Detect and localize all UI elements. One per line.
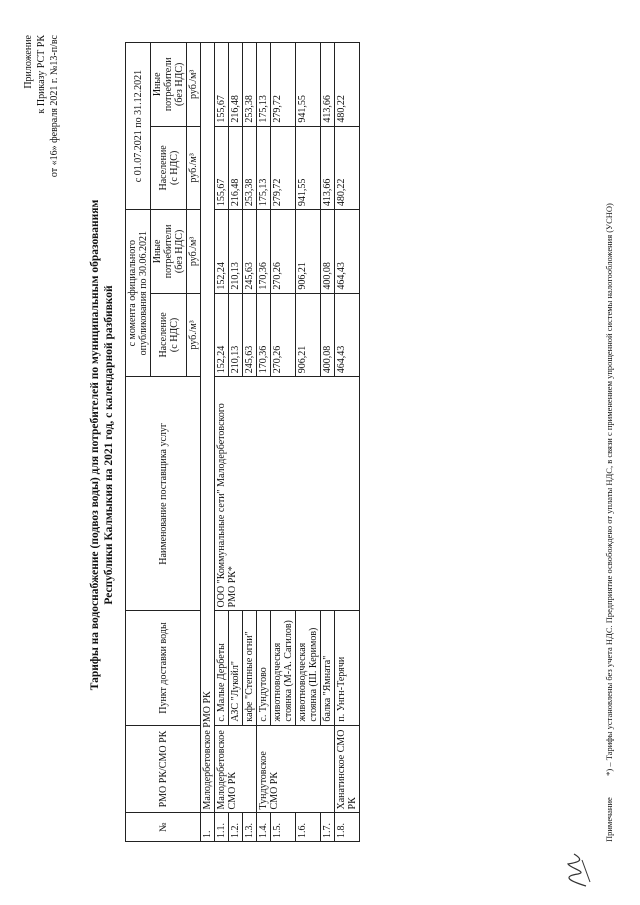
cell-point: животноводческая стоянка (Ш. Керимов) <box>296 611 321 725</box>
appendix-line-2: к Приказу РСТ РК <box>36 35 47 114</box>
cell-supplier: ООО "Коммунальные сети" Малодербетовского РМО РК* <box>215 377 360 611</box>
cell-value: 175,13 <box>257 43 271 127</box>
table-header-row <box>126 43 151 842</box>
col-header-rmo: РМО РК/СМО РК <box>126 725 201 813</box>
cell-value: 413,66 <box>321 43 335 127</box>
subheader-other: Иные потребители (без НДС) <box>151 210 187 294</box>
handwritten-signature <box>560 850 594 890</box>
cell-value: 464,43 <box>335 210 360 294</box>
title-line-1: Тарифы на водоснабжение (подвоз воды) для потребителей по муниципальным образованиям <box>89 199 101 691</box>
title-line-2: Республики Калмыкия на 2021 год, с календарной разбивкой <box>103 285 115 605</box>
cell-value: 480,22 <box>335 43 360 127</box>
cell-point: АЗС "Лукойл" <box>229 611 243 725</box>
cell-value: 216,48 <box>229 126 243 210</box>
cell-num: 1.8. <box>335 813 360 842</box>
table-row <box>215 43 229 842</box>
subheader-other: Иные потребители (без НДС) <box>151 43 187 127</box>
cell-point: с. Тундутово <box>257 611 271 725</box>
cell-value: 210,13 <box>229 293 243 377</box>
cell-num: 1.4. <box>257 813 271 842</box>
cell-num: 1.7. <box>321 813 335 842</box>
cell-smo: Малодербетовское СМО РК <box>215 725 257 813</box>
col-header-num: № <box>126 813 201 842</box>
cell-value: 152,24 <box>215 293 229 377</box>
cell-value: 155,67 <box>215 126 229 210</box>
cell-value: 155,67 <box>215 43 229 127</box>
cell-value: 400,08 <box>321 293 335 377</box>
cell-value: 175,13 <box>257 126 271 210</box>
col-header-point: Пункт доставки воды <box>126 611 201 725</box>
cell-num: 1.5. <box>271 813 296 842</box>
unit-cell: руб./м³ <box>187 293 201 377</box>
cell-value: 245,63 <box>243 293 257 377</box>
cell-point: п. Унгн-Терячи <box>335 611 360 725</box>
cell-num: 1.3. <box>243 813 257 842</box>
cell-value: 906,21 <box>296 210 321 294</box>
cell-value: 253,38 <box>243 126 257 210</box>
cell-value: 941,55 <box>296 43 321 127</box>
unit-cell: руб./м³ <box>187 126 201 210</box>
cell-num: 1.6. <box>296 813 321 842</box>
appendix-line-3: от «16» февраля 2021 г. №13-п/вс <box>49 35 60 178</box>
appendix-line-1: Приложение <box>23 35 34 89</box>
col-header-period-2: с 01.07.2021 по 31.12.2021 <box>126 43 151 210</box>
cell-value: 170,36 <box>257 210 271 294</box>
cell-value: 216,48 <box>229 43 243 127</box>
cell-smo: Ханатинское СМО РК <box>335 725 360 813</box>
cell-value: 400,08 <box>321 210 335 294</box>
cell-value: 906,21 <box>296 293 321 377</box>
cell-point: с. Малые Дербеты <box>215 611 229 725</box>
subheader-population: Население (с НДС) <box>151 293 187 377</box>
table-group-row <box>201 43 215 842</box>
unit-cell: руб./м³ <box>187 210 201 294</box>
cell-num: 1. <box>201 813 215 842</box>
document-title <box>88 45 116 845</box>
cell-value: 210,13 <box>229 210 243 294</box>
cell-point: балка "Ямната" <box>321 611 335 725</box>
footnote <box>604 42 615 842</box>
footnote-label: Примечание <box>604 797 614 842</box>
cell-value: 270,26 <box>271 210 296 294</box>
cell-value: 279,72 <box>271 126 296 210</box>
cell-value: 480,22 <box>335 126 360 210</box>
cell-smo: Тундутовское СМО РК <box>257 725 335 813</box>
cell-group-name: Малодербетовское РМО РК <box>201 43 215 813</box>
appendix-header <box>22 35 61 235</box>
cell-value: 170,36 <box>257 293 271 377</box>
cell-value: 152,24 <box>215 210 229 294</box>
cell-value: 941,55 <box>296 126 321 210</box>
cell-point: животноводческая стоянка (М-А. Сагилов) <box>271 611 296 725</box>
cell-value: 245,63 <box>243 210 257 294</box>
cell-point: кафе "Степные огни" <box>243 611 257 725</box>
cell-num: 1.1. <box>215 813 229 842</box>
subheader-population: Население (с НДС) <box>151 126 187 210</box>
col-header-supplier: Наименование поставщика услуг <box>126 377 201 611</box>
col-header-period-1: с момента официального опубликования по 30.06.2021 <box>126 210 151 377</box>
tariff-table <box>125 42 360 842</box>
cell-num: 1.2. <box>229 813 243 842</box>
footnote-text: *) – Тарифы установлены без учета НДС. Предприятие освобождено от уплаты НДС, в связи с применением упрощенной системы налогообложения (УСНО) <box>604 203 614 776</box>
cell-value: 279,72 <box>271 43 296 127</box>
cell-value: 464,43 <box>335 293 360 377</box>
unit-cell: руб./м³ <box>187 43 201 127</box>
cell-value: 253,38 <box>243 43 257 127</box>
cell-value: 270,26 <box>271 293 296 377</box>
cell-value: 413,66 <box>321 126 335 210</box>
